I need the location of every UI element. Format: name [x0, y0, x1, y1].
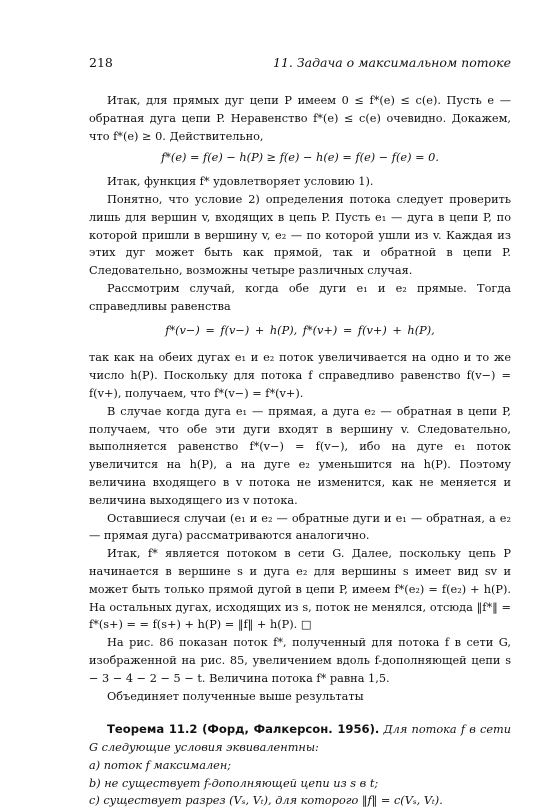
paragraph: Объединяет полученные выше результаты [107, 689, 364, 703]
paragraph: Рассмотрим случай, когда обе дуги e₁ и e₂ прямые. Тогда справедливы равенства [89, 281, 511, 313]
paragraph: так как на обеих дугах e₁ и e₂ поток увеличивается на одно и то же число h(P). Поскольку для потока f справедливо равенство f(v−) = f(v+), получаем, что f*(v−) = f*(v+). [89, 351, 511, 400]
running-title: 11. Задача о максимальном потоке [273, 55, 511, 70]
theorem-statement [89, 721, 511, 757]
paragraph: Итак, для прямых дуг цепи P имеем 0 ≤ f*(e) ≤ c(e). Пусть e — обратная дуга цепи P. Неравенство f*(e) ≤ c(e) очевидно. Докажем, что f*(e) ≥ 0. Действительно, [89, 94, 511, 143]
formula: f*(e) = f(e) − h(P) ≥ f(e) − h(e) = f(e) − f(e) = 0. [161, 151, 439, 165]
theorem-condition: c) существует разрез (Vₛ, Vₜ), для которого ‖f‖ = c(Vₛ, Vₜ). [89, 794, 443, 808]
page-header [89, 55, 511, 73]
paragraph: Понятно, что условие 2) определения потока следует проверить лишь для вершин v, входящих в цепь P. Пусть e₁ — дуга в цепи P, по которой пришли в вершину v, e₂ — по которой ушли из v. Каждая из этих дуг может быть как прямой, так и обратной в цепи P. Следовательно, возможны четыре различных случая. [89, 192, 511, 278]
paragraph: Оставшиеся случаи (e₁ и e₂ — обратные дуги и e₁ — обратная, а e₂ — прямая дуга) рассматриваются аналогично. [89, 511, 511, 543]
page-number: 218 [89, 55, 113, 70]
theorem-block [89, 721, 511, 810]
theorem-intro: Для потока f в сети G следующие условия эквивалентны: [89, 723, 511, 755]
paragraph: В случае когда дуга e₁ — прямая, а дуга e₂ — обратная в цепи P, получаем, что обе эти дуги входят в вершину v. Следовательно, выполняется равенство f*(v−) = f(v−), ибо на дуге e₁ поток увеличится на h(P), а на дуге e₂ уменьшится на h(P). Поэтому величина входящего в v потока не изменится, как не меняется и величина выходящего из v потока. [89, 404, 511, 507]
paragraph: Итак, функция f* удовлетворяет условию 1). [107, 175, 374, 189]
page-content [89, 92, 511, 810]
paragraph: На рис. 86 показан поток f*, полученный для потока f в сети G, изображенной на рис. 85, увеличением вдоль f-дополняющей цепи s − 3 − 4 − 2 − 5 − t. Величина потока f* равна 1,5. [89, 636, 511, 685]
formula: f*(v−) = f(v−) + h(P), f*(v+) = f(v+) + h(P), [165, 323, 435, 337]
theorem-condition: a) поток f максимален; [89, 758, 232, 772]
theorem-condition: b) не существует f-дополняющей цепи из s в t; [89, 776, 379, 790]
theorem-title: Теорема 11.2 (Форд, Фалкерсон. 1956). [107, 722, 380, 737]
paragraph: Итак, f* является потоком в сети G. Далее, поскольку цепь P начинается в вершине s и дуга e₂ для вершины s имеет вид sv и может быть только прямой дугой в цепи P, имеем f*(e₂) = f(e₂) + h(P). На остальных дугах, исходящих из s, поток не менялся, отсюда ‖f*‖ = f*(s+) = = f(s+) + h(P) = ‖f‖ + h(P). □ [89, 547, 511, 632]
